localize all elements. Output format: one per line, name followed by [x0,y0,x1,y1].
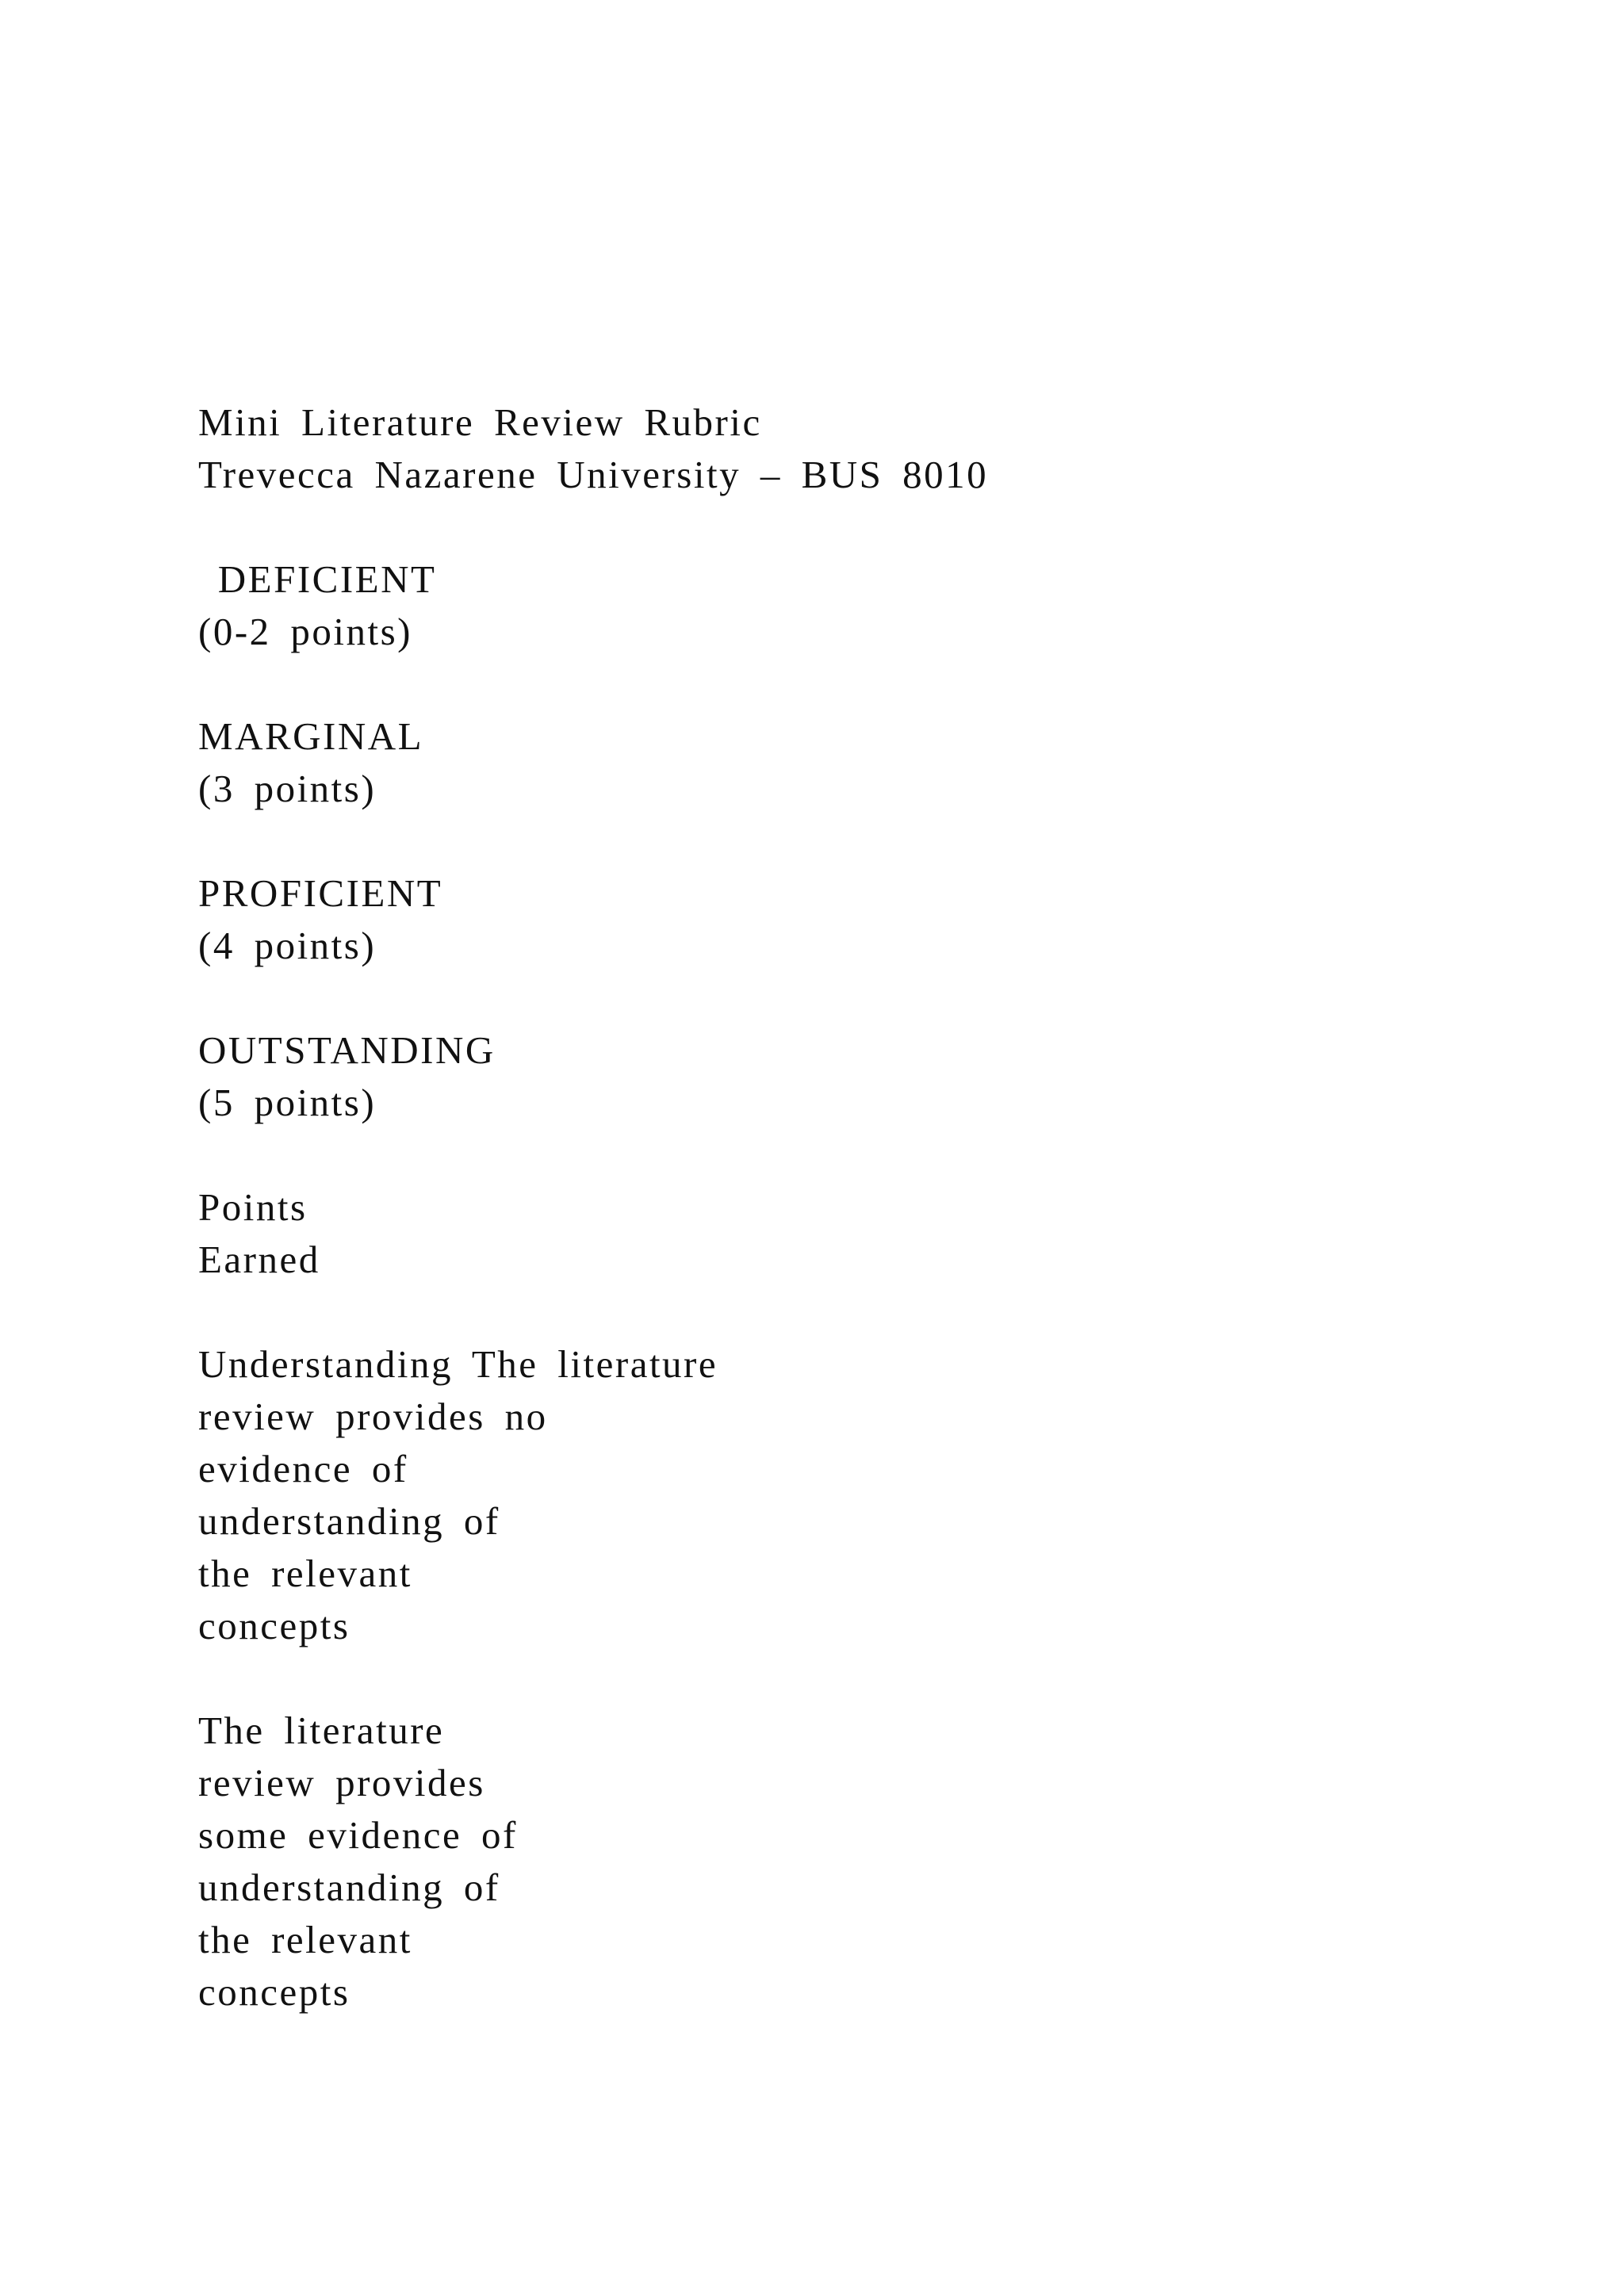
level-deficient-name: DEFICIENT [198,557,437,601]
points-earned-header-line2: Earned [198,1238,320,1281]
spacer [198,501,1467,553]
spacer [198,658,1467,710]
understanding-marginal-line: some evidence of [198,1813,518,1857]
spacer [198,1286,1467,1338]
spacer [198,1652,1467,1705]
spacer [198,972,1467,1024]
document-title: Mini Literature Review Rubric [198,400,762,444]
document-subtitle: Trevecca Nazarene University – BUS 8010 [198,453,989,496]
understanding-marginal-line: review provides [198,1761,485,1804]
understanding-marginal-line: the relevant [198,1918,412,1961]
understanding-deficient-line: evidence of [198,1447,408,1490]
level-marginal-name: MARGINAL [198,714,424,758]
understanding-deficient-line: the relevant [198,1552,412,1595]
level-deficient-points: (0-2 points) [198,610,412,653]
level-proficient-points: (4 points) [198,924,377,967]
rubric-text [198,396,1467,2019]
understanding-deficient-line: Understanding The literature [198,1342,718,1386]
understanding-deficient-line: understanding of [198,1499,500,1543]
understanding-marginal-line: understanding of [198,1866,500,1909]
spacer [198,1129,1467,1181]
points-earned-header-line1: Points [198,1185,308,1229]
level-outstanding-name: OUTSTANDING [198,1028,496,1072]
level-outstanding-points: (5 points) [198,1081,377,1124]
understanding-marginal-line: The literature [198,1709,445,1752]
level-proficient-name: PROFICIENT [198,871,443,915]
spacer [198,815,1467,867]
understanding-deficient-line: concepts [198,1604,350,1647]
understanding-marginal-line: concepts [198,1970,350,2014]
level-marginal-points: (3 points) [198,767,377,810]
understanding-deficient-line: review provides no [198,1395,548,1438]
